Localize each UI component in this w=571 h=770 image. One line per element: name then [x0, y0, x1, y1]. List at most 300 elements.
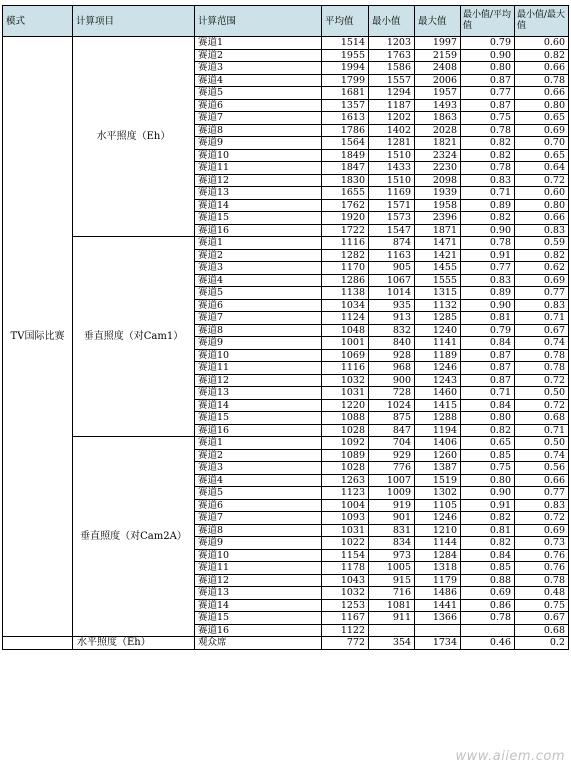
min-cell: 1547 — [369, 224, 415, 237]
min-avg-cell: 0.78 — [461, 612, 515, 625]
range-cell: 赛道7 — [195, 312, 322, 325]
min-avg-cell: 0.90 — [461, 224, 515, 237]
avg-cell: 1116 — [322, 362, 369, 375]
range-cell: 赛道10 — [195, 149, 322, 162]
min-max-cell: 0.66 — [515, 474, 569, 487]
min-avg-cell: 0.81 — [461, 524, 515, 537]
max-cell: 1455 — [415, 262, 461, 275]
max-cell: 1486 — [415, 587, 461, 600]
range-cell: 赛道6 — [195, 99, 322, 112]
header-max: 最大值 — [415, 6, 461, 37]
min-avg-cell: 0.83 — [461, 274, 515, 287]
max-cell: 2006 — [415, 74, 461, 87]
max-cell: 1555 — [415, 274, 461, 287]
min-avg-cell: 0.82 — [461, 424, 515, 437]
avg-cell: 1089 — [322, 449, 369, 462]
range-cell: 赛道9 — [195, 537, 322, 550]
min-avg-cell: 0.65 — [461, 437, 515, 450]
min-avg-cell: 0.91 — [461, 249, 515, 262]
min-avg-cell: 0.84 — [461, 337, 515, 350]
range-cell: 赛道14 — [195, 399, 322, 412]
min-cell: 919 — [369, 499, 415, 512]
min-avg-cell: 0.87 — [461, 74, 515, 87]
min-max-cell: 0.66 — [515, 62, 569, 75]
max-cell: 1871 — [415, 224, 461, 237]
min-avg-cell: 0.86 — [461, 599, 515, 612]
min-avg-cell: 0.46 — [461, 637, 515, 650]
avg-cell: 1167 — [322, 612, 369, 625]
max-cell: 1246 — [415, 512, 461, 525]
min-avg-cell: 0.90 — [461, 299, 515, 312]
min-max-cell: 0.60 — [515, 37, 569, 50]
min-max-cell: 0.50 — [515, 437, 569, 450]
min-cell: 716 — [369, 587, 415, 600]
range-cell: 赛道1 — [195, 237, 322, 250]
range-cell: 赛道15 — [195, 212, 322, 225]
max-cell: 1387 — [415, 462, 461, 475]
avg-cell: 1786 — [322, 124, 369, 137]
min-max-cell: 0.74 — [515, 449, 569, 462]
range-cell: 赛道10 — [195, 549, 322, 562]
avg-cell: 1613 — [322, 112, 369, 125]
min-avg-cell: 0.71 — [461, 187, 515, 200]
header-min-avg: 最小值/平均值 — [461, 6, 515, 37]
min-cell: 1187 — [369, 99, 415, 112]
group-label: 水平照度（Eh） — [73, 637, 195, 650]
max-cell: 1243 — [415, 374, 461, 387]
min-max-cell: 0.69 — [515, 274, 569, 287]
min-avg-cell: 0.90 — [461, 49, 515, 62]
avg-cell: 1655 — [322, 187, 369, 200]
max-cell: 1144 — [415, 537, 461, 550]
max-cell: 1939 — [415, 187, 461, 200]
min-cell: 847 — [369, 424, 415, 437]
max-cell: 1179 — [415, 574, 461, 587]
min-max-cell: 0.82 — [515, 49, 569, 62]
avg-cell: 1178 — [322, 562, 369, 575]
range-cell: 赛道12 — [195, 574, 322, 587]
min-cell — [369, 624, 415, 637]
table-header — [3, 6, 569, 37]
min-avg-cell: 0.80 — [461, 474, 515, 487]
range-cell: 观众席 — [195, 637, 322, 650]
max-cell: 1519 — [415, 474, 461, 487]
min-avg-cell: 0.78 — [461, 237, 515, 250]
min-cell: 1163 — [369, 249, 415, 262]
max-cell: 1471 — [415, 237, 461, 250]
avg-cell: 1028 — [322, 462, 369, 475]
min-max-cell: 0.64 — [515, 162, 569, 175]
avg-cell: 1028 — [322, 424, 369, 437]
min-cell: 935 — [369, 299, 415, 312]
range-cell: 赛道2 — [195, 449, 322, 462]
min-max-cell: 0.50 — [515, 387, 569, 400]
avg-cell: 1093 — [322, 512, 369, 525]
min-avg-cell: 0.84 — [461, 399, 515, 412]
min-avg-cell: 0.91 — [461, 499, 515, 512]
avg-cell: 1681 — [322, 87, 369, 100]
avg-cell: 1022 — [322, 537, 369, 550]
min-cell: 704 — [369, 437, 415, 450]
avg-cell: 1357 — [322, 99, 369, 112]
avg-cell: 1116 — [322, 237, 369, 250]
max-cell: 1493 — [415, 99, 461, 112]
max-cell: 1415 — [415, 399, 461, 412]
min-max-cell: 0.68 — [515, 624, 569, 637]
avg-cell: 1088 — [322, 412, 369, 425]
min-avg-cell: 0.77 — [461, 87, 515, 100]
avg-cell: 1048 — [322, 324, 369, 337]
avg-cell: 1920 — [322, 212, 369, 225]
max-cell: 1189 — [415, 349, 461, 362]
max-cell: 1284 — [415, 549, 461, 562]
max-cell: 1285 — [415, 312, 461, 325]
min-cell: 1203 — [369, 37, 415, 50]
min-cell: 1510 — [369, 174, 415, 187]
avg-cell: 1154 — [322, 549, 369, 562]
range-cell: 赛道12 — [195, 374, 322, 387]
min-cell: 973 — [369, 549, 415, 562]
min-avg-cell: 0.82 — [461, 537, 515, 550]
min-max-cell: 0.78 — [515, 574, 569, 587]
range-cell: 赛道2 — [195, 249, 322, 262]
min-avg-cell: 0.89 — [461, 199, 515, 212]
min-avg-cell: 0.90 — [461, 487, 515, 500]
min-avg-cell: 0.78 — [461, 124, 515, 137]
min-avg-cell: 0.71 — [461, 387, 515, 400]
min-cell: 1510 — [369, 149, 415, 162]
avg-cell: 1032 — [322, 374, 369, 387]
range-cell: 赛道5 — [195, 487, 322, 500]
avg-cell: 1253 — [322, 599, 369, 612]
group-label: 水平照度（Eh） — [73, 37, 195, 237]
min-max-cell: 0.65 — [515, 112, 569, 125]
range-cell: 赛道8 — [195, 124, 322, 137]
range-cell: 赛道9 — [195, 337, 322, 350]
min-max-cell: 0.83 — [515, 224, 569, 237]
header-min-max: 最小值/最大值 — [515, 6, 569, 37]
avg-cell: 1170 — [322, 262, 369, 275]
min-avg-cell: 0.83 — [461, 174, 515, 187]
range-cell: 赛道5 — [195, 287, 322, 300]
min-max-cell: 0.60 — [515, 187, 569, 200]
min-max-cell: 0.72 — [515, 174, 569, 187]
min-cell: 776 — [369, 462, 415, 475]
avg-cell: 1032 — [322, 587, 369, 600]
max-cell: 2324 — [415, 149, 461, 162]
range-cell: 赛道3 — [195, 262, 322, 275]
min-max-cell: 0.76 — [515, 549, 569, 562]
table-body — [3, 37, 569, 650]
min-avg-cell: 0.80 — [461, 62, 515, 75]
range-cell: 赛道12 — [195, 174, 322, 187]
min-max-cell: 0.77 — [515, 487, 569, 500]
min-avg-cell: 0.82 — [461, 212, 515, 225]
min-cell: 1573 — [369, 212, 415, 225]
min-max-cell: 0.67 — [515, 612, 569, 625]
range-cell: 赛道7 — [195, 512, 322, 525]
min-avg-cell: 0.87 — [461, 349, 515, 362]
table-row — [3, 37, 569, 50]
min-avg-cell: 0.69 — [461, 587, 515, 600]
avg-cell: 1955 — [322, 49, 369, 62]
header-range: 计算范围 — [195, 6, 322, 37]
avg-cell: 1122 — [322, 624, 369, 637]
min-cell: 1586 — [369, 62, 415, 75]
range-cell: 赛道7 — [195, 112, 322, 125]
min-avg-cell: 0.84 — [461, 549, 515, 562]
min-max-cell: 0.62 — [515, 262, 569, 275]
range-cell: 赛道11 — [195, 362, 322, 375]
min-cell: 929 — [369, 449, 415, 462]
header-avg: 平均值 — [322, 6, 369, 37]
range-cell: 赛道1 — [195, 37, 322, 50]
min-avg-cell: 0.82 — [461, 137, 515, 150]
max-cell: 1132 — [415, 299, 461, 312]
min-avg-cell: 0.89 — [461, 287, 515, 300]
header-item: 计算项目 — [73, 6, 195, 37]
min-max-cell: 0.80 — [515, 99, 569, 112]
min-max-cell: 0.71 — [515, 424, 569, 437]
range-cell: 赛道8 — [195, 524, 322, 537]
max-cell: 2098 — [415, 174, 461, 187]
table-row — [3, 237, 569, 250]
min-max-cell: 0.78 — [515, 74, 569, 87]
range-cell: 赛道4 — [195, 74, 322, 87]
min-cell: 900 — [369, 374, 415, 387]
max-cell: 1246 — [415, 362, 461, 375]
min-cell: 1557 — [369, 74, 415, 87]
avg-cell: 1514 — [322, 37, 369, 50]
range-cell: 赛道13 — [195, 387, 322, 400]
min-cell: 1571 — [369, 199, 415, 212]
avg-cell: 1286 — [322, 274, 369, 287]
avg-cell: 1847 — [322, 162, 369, 175]
min-cell: 831 — [369, 524, 415, 537]
min-cell: 834 — [369, 537, 415, 550]
max-cell: 1141 — [415, 337, 461, 350]
range-cell: 赛道6 — [195, 299, 322, 312]
min-cell: 911 — [369, 612, 415, 625]
range-cell: 赛道16 — [195, 624, 322, 637]
range-cell: 赛道14 — [195, 199, 322, 212]
range-cell: 赛道9 — [195, 137, 322, 150]
max-cell: 1315 — [415, 287, 461, 300]
range-cell: 赛道8 — [195, 324, 322, 337]
min-avg-cell: 0.87 — [461, 374, 515, 387]
max-cell: 1260 — [415, 449, 461, 462]
min-max-cell: 0.66 — [515, 212, 569, 225]
avg-cell: 1263 — [322, 474, 369, 487]
watermark: www.aiiem.com — [455, 749, 565, 764]
min-avg-cell: 0.87 — [461, 99, 515, 112]
range-cell: 赛道13 — [195, 187, 322, 200]
avg-cell: 1762 — [322, 199, 369, 212]
min-avg-cell: 0.78 — [461, 162, 515, 175]
min-cell: 1202 — [369, 112, 415, 125]
avg-cell: 1994 — [322, 62, 369, 75]
min-cell: 1067 — [369, 274, 415, 287]
min-max-cell: 0.66 — [515, 87, 569, 100]
min-cell: 928 — [369, 349, 415, 362]
min-max-cell: 0.78 — [515, 349, 569, 362]
min-avg-cell: 0.81 — [461, 312, 515, 325]
max-cell: 1366 — [415, 612, 461, 625]
avg-cell: 1799 — [322, 74, 369, 87]
min-max-cell: 0.71 — [515, 312, 569, 325]
min-avg-cell: 0.82 — [461, 149, 515, 162]
min-max-cell: 0.65 — [515, 149, 569, 162]
min-cell: 915 — [369, 574, 415, 587]
max-cell: 1958 — [415, 199, 461, 212]
max-cell: 2159 — [415, 49, 461, 62]
min-max-cell: 0.72 — [515, 374, 569, 387]
min-cell: 354 — [369, 637, 415, 650]
min-cell: 832 — [369, 324, 415, 337]
min-avg-cell: 0.82 — [461, 512, 515, 525]
min-cell: 1081 — [369, 599, 415, 612]
header-min: 最小值 — [369, 6, 415, 37]
mode-cell-empty — [3, 637, 73, 650]
min-max-cell: 0.78 — [515, 362, 569, 375]
min-cell: 840 — [369, 337, 415, 350]
max-cell: 1421 — [415, 249, 461, 262]
min-max-cell: 0.72 — [515, 399, 569, 412]
min-cell: 1024 — [369, 399, 415, 412]
range-cell: 赛道15 — [195, 412, 322, 425]
min-cell: 1169 — [369, 187, 415, 200]
range-cell: 赛道14 — [195, 599, 322, 612]
min-avg-cell: 0.79 — [461, 37, 515, 50]
avg-cell: 1004 — [322, 499, 369, 512]
range-cell: 赛道3 — [195, 462, 322, 475]
range-cell: 赛道16 — [195, 224, 322, 237]
min-cell: 1014 — [369, 287, 415, 300]
min-avg-cell — [461, 624, 515, 637]
min-max-cell: 0.80 — [515, 199, 569, 212]
max-cell: 1105 — [415, 499, 461, 512]
min-avg-cell: 0.77 — [461, 262, 515, 275]
max-cell: 1460 — [415, 387, 461, 400]
max-cell: 1734 — [415, 637, 461, 650]
min-max-cell: 0.70 — [515, 137, 569, 150]
max-cell: 1821 — [415, 137, 461, 150]
avg-cell: 1849 — [322, 149, 369, 162]
range-cell: 赛道16 — [195, 424, 322, 437]
avg-cell: 1830 — [322, 174, 369, 187]
max-cell: 1302 — [415, 487, 461, 500]
min-avg-cell: 0.75 — [461, 462, 515, 475]
max-cell: 1997 — [415, 37, 461, 50]
group-label: 垂直照度（对Cam2A） — [73, 437, 195, 637]
min-avg-cell: 0.87 — [461, 362, 515, 375]
range-cell: 赛道11 — [195, 562, 322, 575]
avg-cell: 1722 — [322, 224, 369, 237]
min-max-cell: 0.76 — [515, 562, 569, 575]
avg-cell: 1138 — [322, 287, 369, 300]
min-max-cell: 0.2 — [515, 637, 569, 650]
range-cell: 赛道3 — [195, 62, 322, 75]
min-cell: 1009 — [369, 487, 415, 500]
max-cell: 1863 — [415, 112, 461, 125]
min-cell: 1433 — [369, 162, 415, 175]
avg-cell: 1031 — [322, 524, 369, 537]
min-avg-cell: 0.88 — [461, 574, 515, 587]
min-max-cell: 0.68 — [515, 412, 569, 425]
min-max-cell: 0.75 — [515, 599, 569, 612]
min-cell: 1763 — [369, 49, 415, 62]
header-mode: 模式 — [3, 6, 73, 37]
range-cell: 赛道2 — [195, 49, 322, 62]
min-max-cell: 0.48 — [515, 587, 569, 600]
min-avg-cell: 0.85 — [461, 562, 515, 575]
max-cell: 1406 — [415, 437, 461, 450]
min-max-cell: 0.73 — [515, 537, 569, 550]
min-cell: 728 — [369, 387, 415, 400]
avg-cell: 1001 — [322, 337, 369, 350]
min-cell: 1007 — [369, 474, 415, 487]
max-cell: 2230 — [415, 162, 461, 175]
avg-cell: 1564 — [322, 137, 369, 150]
min-cell: 913 — [369, 312, 415, 325]
range-cell: 赛道13 — [195, 587, 322, 600]
mode-cell: TV国际比赛 — [3, 37, 73, 637]
avg-cell: 1034 — [322, 299, 369, 312]
max-cell: 1194 — [415, 424, 461, 437]
min-max-cell: 0.83 — [515, 499, 569, 512]
min-max-cell: 0.74 — [515, 337, 569, 350]
range-cell: 赛道4 — [195, 274, 322, 287]
range-cell: 赛道11 — [195, 162, 322, 175]
min-cell: 875 — [369, 412, 415, 425]
max-cell: 2408 — [415, 62, 461, 75]
min-avg-cell: 0.85 — [461, 449, 515, 462]
min-max-cell: 0.67 — [515, 324, 569, 337]
min-max-cell: 0.83 — [515, 299, 569, 312]
max-cell: 2396 — [415, 212, 461, 225]
avg-cell: 772 — [322, 637, 369, 650]
min-cell: 905 — [369, 262, 415, 275]
range-cell: 赛道1 — [195, 437, 322, 450]
table-row — [3, 437, 569, 450]
avg-cell: 1092 — [322, 437, 369, 450]
min-cell: 901 — [369, 512, 415, 525]
max-cell: 1288 — [415, 412, 461, 425]
avg-cell: 1124 — [322, 312, 369, 325]
max-cell — [415, 624, 461, 637]
min-max-cell: 0.56 — [515, 462, 569, 475]
avg-cell: 1123 — [322, 487, 369, 500]
max-cell: 1441 — [415, 599, 461, 612]
avg-cell: 1043 — [322, 574, 369, 587]
avg-cell: 1069 — [322, 349, 369, 362]
max-cell: 1318 — [415, 562, 461, 575]
max-cell: 1210 — [415, 524, 461, 537]
group-label: 垂直照度（对Cam1） — [73, 237, 195, 437]
table-row — [3, 637, 569, 650]
min-cell: 1281 — [369, 137, 415, 150]
illuminance-table — [2, 5, 569, 650]
min-cell: 1402 — [369, 124, 415, 137]
min-cell: 1294 — [369, 87, 415, 100]
range-cell: 赛道5 — [195, 87, 322, 100]
range-cell: 赛道6 — [195, 499, 322, 512]
min-max-cell: 0.82 — [515, 249, 569, 262]
min-max-cell: 0.69 — [515, 124, 569, 137]
min-cell: 1005 — [369, 562, 415, 575]
min-cell: 874 — [369, 237, 415, 250]
min-max-cell: 0.72 — [515, 512, 569, 525]
